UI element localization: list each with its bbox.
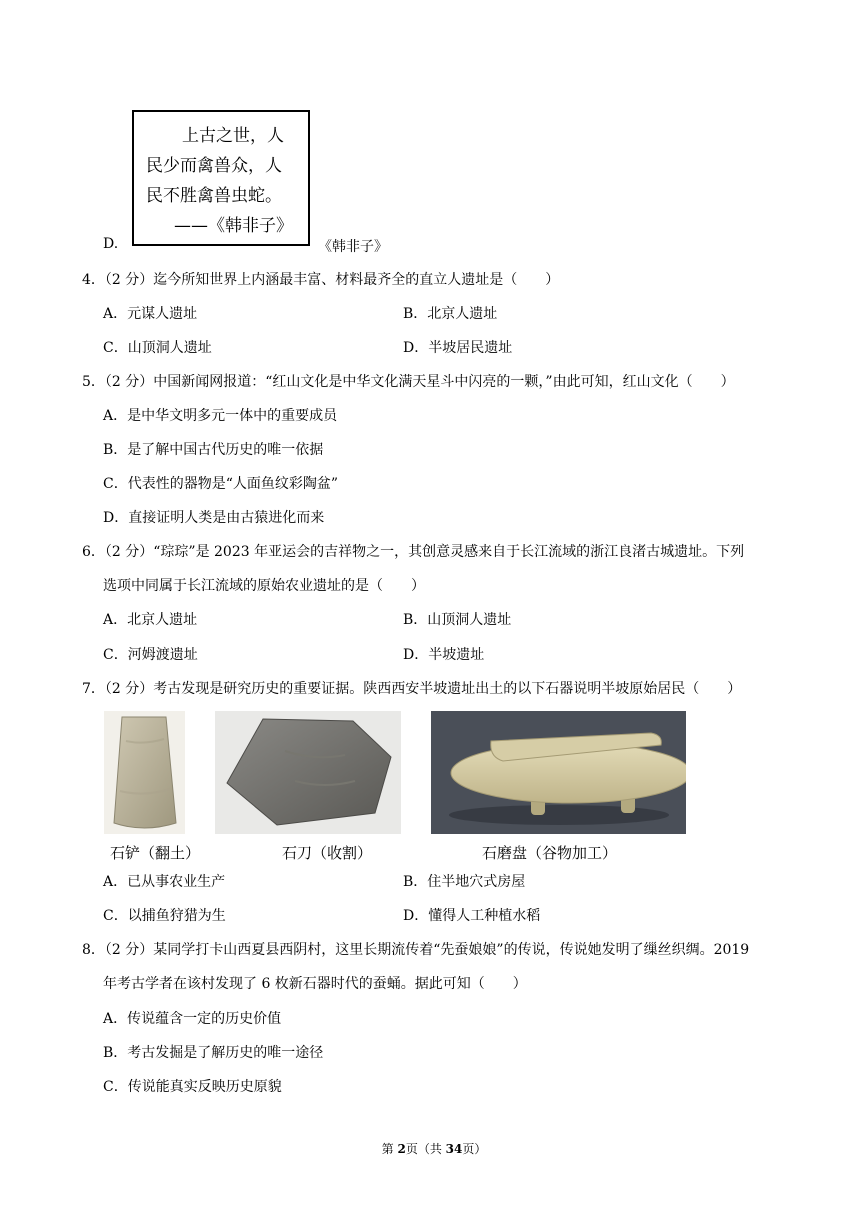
q8-stem-line-1: 8．（2 分）某同学打卡山西夏县西阴村，这里长期流传着“先蚕娘娘”的传说，传说她发明了缫丝织绸。2019 xyxy=(82,942,750,958)
millstone-image xyxy=(431,711,686,834)
quote-source: ——《韩非子》 xyxy=(174,216,293,236)
millstone-icon xyxy=(431,711,686,834)
stone-knife-image xyxy=(215,711,401,834)
quote-line-1: 上古之世，人 xyxy=(182,126,284,146)
q6-option-d[interactable]: D．半坡遗址 xyxy=(403,647,485,663)
q3-option-d-caption: 《韩非子》 xyxy=(318,239,388,255)
q7-option-d[interactable]: D．懂得人工种植水稻 xyxy=(403,908,541,924)
q7-option-b[interactable]: B．住半地穴式房屋 xyxy=(403,874,526,890)
caption-stone-knife: 石刀（收割） xyxy=(282,844,373,862)
q3-option-d[interactable] xyxy=(103,110,803,260)
q6-option-a[interactable]: A．北京人遗址 xyxy=(103,612,198,628)
q7-stem: 7．（2 分）考古发现是研究历史的重要证据。陕西西安半坡遗址出土的以下石器说明半坡原始居民（ ） xyxy=(82,681,742,697)
q6-option-c[interactable]: C．河姆渡遗址 xyxy=(103,647,198,663)
quote-line-2: 民少而禽兽众，人 xyxy=(146,156,282,176)
q6-option-b[interactable]: B．山顶洞人遗址 xyxy=(403,612,512,628)
footer-suffix: 页） xyxy=(462,1142,487,1156)
q4-option-c[interactable]: C．山顶洞人遗址 xyxy=(103,340,212,356)
q5-stem: 5．（2 分）中国新闻网报道：“红山文化是中华文化满天星斗中闪亮的一颗，”由此可知，红山文化（ ） xyxy=(82,374,735,390)
q5-option-b[interactable]: B．是了解中国古代历史的唯一依据 xyxy=(103,442,324,458)
q8-option-b[interactable]: B．考古发掘是了解历史的唯一途径 xyxy=(103,1045,324,1061)
footer-page-number: 2 xyxy=(397,1142,406,1156)
page-footer xyxy=(0,1140,868,1157)
quote-box-hanfeizi xyxy=(132,110,310,246)
q7-option-a[interactable]: A．已从事农业生产 xyxy=(103,874,226,890)
q7-option-c[interactable]: C．以捕鱼狩猎为生 xyxy=(103,908,226,924)
q5-option-a[interactable]: A．是中华文明多元一体中的重要成员 xyxy=(103,408,338,424)
footer-middle: 页（共 xyxy=(405,1142,446,1156)
q5-option-d[interactable]: D．直接证明人类是由古猿进化而来 xyxy=(103,510,325,526)
footer-prefix: 第 xyxy=(381,1142,398,1156)
q8-stem-line-2: 年考古学者在该村发现了 6 枚新石器时代的蚕蛹。据此可知（ ） xyxy=(103,976,527,992)
q8-option-a[interactable]: A．传说蕴含一定的历史价值 xyxy=(103,1011,282,1027)
stone-shovel-icon xyxy=(104,711,185,834)
q6-stem-line-2: 选项中同属于长江流域的原始农业遗址的是（ ） xyxy=(103,578,425,594)
quote-line-3: 民不胜禽兽虫蛇。 xyxy=(146,186,282,206)
q4-option-d[interactable]: D．半坡居民遗址 xyxy=(403,340,513,356)
q5-option-c[interactable]: C．代表性的器物是“人面鱼纹彩陶盆” xyxy=(103,476,339,492)
caption-stone-shovel: 石铲（翻土） xyxy=(110,844,201,862)
q3-option-d-label: D. xyxy=(103,236,119,252)
stone-shovel-image xyxy=(104,711,185,834)
q8-option-c[interactable]: C．传说能真实反映历史原貌 xyxy=(103,1079,282,1095)
stone-knife-icon xyxy=(215,711,401,834)
q6-stem-line-1: 6．（2 分）“琮琮”是 2023 年亚运会的吉祥物之一，其创意灵感来自于长江流域的浙江良渚古城遗址。下列 xyxy=(82,544,745,560)
footer-total-pages: 34 xyxy=(445,1142,463,1156)
q4-stem: 4．（2 分）迄今所知世界上内涵最丰富、材料最齐全的直立人遗址是（ ） xyxy=(82,272,560,288)
caption-millstone: 石磨盘（谷物加工） xyxy=(482,844,618,862)
q4-option-a[interactable]: A．元谋人遗址 xyxy=(103,306,198,322)
q4-option-b[interactable]: B．北京人遗址 xyxy=(403,306,498,322)
